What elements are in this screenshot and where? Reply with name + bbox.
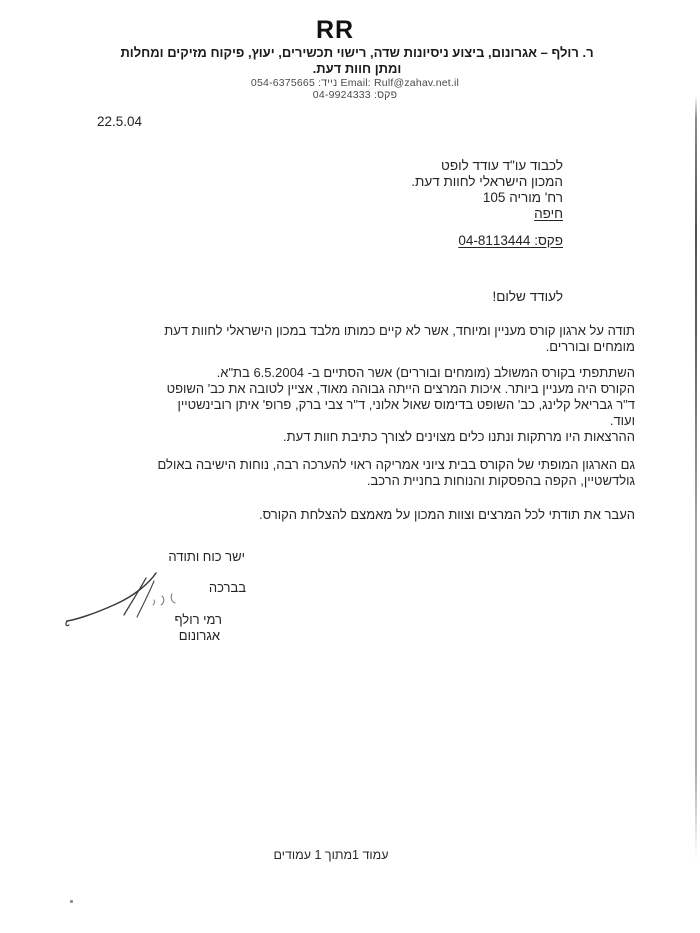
recipient-org-line: המכון הישראלי לחוות דעת. <box>411 174 563 189</box>
body-line: גם הארגון המופתי של הקורס בבית ציוני אמריקה ראוי להערכה רבה, נוחות הישיבה באולם <box>157 457 635 472</box>
closing-salutation: בברכה <box>208 580 246 595</box>
body-line: ועוד. <box>609 413 635 428</box>
body-line: תודה על ארגון קורס מעניין ומיוחד, אשר לא קיים כמותו מלבד במכון הישראלי לחוות דעת <box>164 323 635 338</box>
body-line: מומחים ובוררים. <box>545 339 635 354</box>
body-line: ד"ר גבריאל קלינג, כב' השופט בדימוס שאול אלוני, ד"ר צבי ברק, פרופ' איתן רובינשטיין <box>177 397 635 412</box>
paragraph-1 <box>164 323 635 355</box>
recipient-street-line: רח' מוריה 105 <box>482 190 563 205</box>
signer-name: רמי רולף <box>174 612 222 627</box>
scan-edge-artifact <box>695 96 697 862</box>
letter-date: 22.5.04 <box>97 114 143 129</box>
recipient-block <box>411 158 563 222</box>
letterhead-tagline-line2: ומתן חוות דעת. <box>312 61 402 76</box>
recipient-name-line: לכבוד עו"ד עודד לופט <box>441 158 563 173</box>
page-footer: עמוד 1מתוך 1 עמודים <box>273 848 389 862</box>
recipient-fax-line: פקס: 04-8113444 <box>458 233 563 248</box>
body-line: העבר את תודתי לכל המרצים וצוות המכון על מאמצם להצלחת הקורס. <box>259 507 635 522</box>
closing-thanks-line: ישר כוח ותודה <box>168 549 245 564</box>
body-line: ההרצאות היו מרתקות ונתנו כלים מצוינים לצורך כתיבת חוות דעת. <box>283 429 635 444</box>
letterhead-contact-mobile-email: 054-6375665 :נייד Email: Rulf@zahav.net.il <box>250 77 460 89</box>
signer-title: אגרונום <box>178 628 220 643</box>
body-line: השתתפתי בקורס המשולב (מומחים ובוררים) אשר הסתיים ב- 6.5.2004 בת"א. <box>216 365 635 380</box>
paragraph-3 <box>158 457 636 489</box>
letterhead-tagline-line1: ר. רולף – אגרונום, ביצוע ניסיונות שדה, רישוי תכשירים, יעוץ, פיקוח מזיקים ומחלות <box>120 45 594 60</box>
paragraph-2 <box>167 365 635 445</box>
body-line: הקורס היה מעניין ביותר. איכות המרצים הייתה גבוהה מאוד, אציין לטובה את כב' השופט <box>166 381 635 396</box>
scan-speck-artifact <box>70 900 73 903</box>
company-logo: RR <box>315 16 355 44</box>
letterhead-contact-fax: 04-9924333 :פקס <box>312 89 398 101</box>
greeting-line: לעודד שלום! <box>492 289 563 304</box>
paragraph-4 <box>259 507 635 523</box>
body-line: גולדשטיין, הקפה בהפסקות והנוחות בחניית הרכב. <box>366 473 635 488</box>
recipient-city-line: חיפה <box>534 206 563 221</box>
